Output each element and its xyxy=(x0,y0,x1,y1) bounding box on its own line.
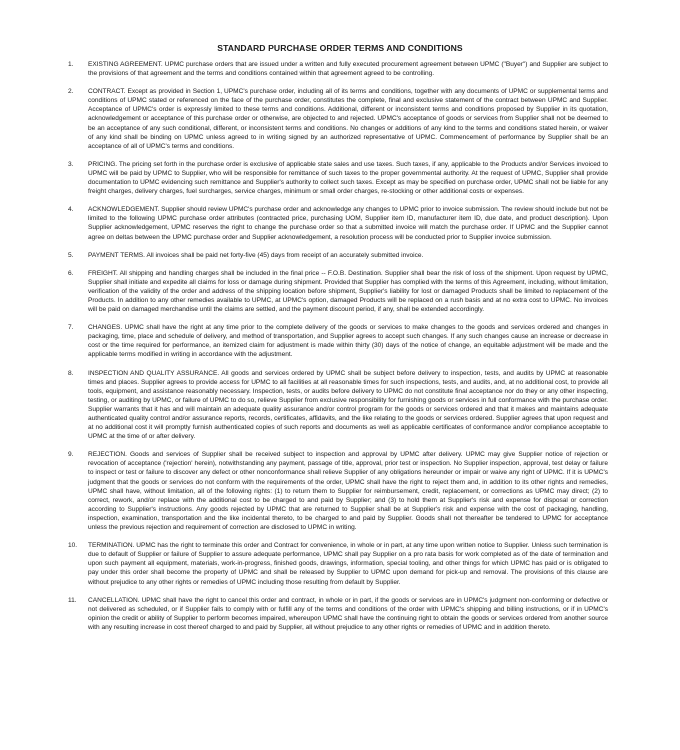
clause-text: EXISTING AGREEMENT. UPMC purchase orders that are issued under a written and fully executed procurement agreement between UPMC ("Buyer") and Supplier are subject to the provisions of that agreement and the terms and conditions contained within that agreement agreed to be controlling. xyxy=(88,61,608,78)
clause-text: TERMINATION. UPMC has the right to terminate this order and Contract for convenience, in whole or in part, at any time upon written notice to Supplier. Unless such termination is due to default of Supplier or failure of Supplier to assure adequate performance, UPMC shall pay Supplier on a pro rata basis for work completed as of the date of termination and upon such payment all equipment, materials, work-in-progress, finished goods, drawings, information, special tooling, and other things for which UPMC has paid or is obligated to pay under this order shall become the property of UPMC and shall be released by Supplier to UPMC upon demand for pick-up and removal. The provisions of this clause are without prejudice to any other rights or remedies of UPMC including those resulting from default by Supplier. xyxy=(88,542,608,586)
clause-text: FREIGHT. All shipping and handling charges shall be included in the final price -- F.O.B. Destination. Supplier shall bear the risk of loss of the shipment. Upon request by UPMC, Supplier shall initiate and expedite all claims for loss or damage during shipment. Provided that Supplier has complied with the terms of this Agreement, including, without limitation, verification of the validity of the order and address of the shipping location before shipment, Supplier's liability for lost or damaged Products shall be limited to replacement of the Products. In addition to any other remedies available to UPMC, at UPMC's option, damaged Products will be replaced on a rush basis and at no extra cost to UPMC. No invoices will be paid on damaged merchandise until the claims are settled, and the payment discount period, if any, shall be extended accordingly. xyxy=(88,269,608,314)
clause-number: 1. xyxy=(68,61,74,68)
clause-number: 9. xyxy=(68,451,74,459)
clause-cancellation xyxy=(68,596,608,632)
clause-pricing xyxy=(68,160,608,196)
clause-rejection xyxy=(68,450,608,532)
clause-existing-agreement xyxy=(68,60,608,78)
clause-text: CANCELLATION. UPMC shall have the right to cancel this order and contract, in whole or in part, if the goods or services are in UPMC's judgment non-conforming or defective or not delivered as scheduled, or if Supplier fails to comply with or fulfill any of the terms and conditions of the order with UPMC's shipping and billing instructions, or if in UPMC's opinion the credit or ability of Supplier to perform becomes impaired, whereupon UPMC shall have the continuing right to obtain the goods or services ordered from another source with any resulting increase in cost thereof charged to and paid by Supplier, all without prejudice to any other rights or remedies of UPMC and in addition thereto. xyxy=(88,596,608,631)
clause-text: CONTRACT. Except as provided in Section 1, UPMC's purchase order, including all of its terms and conditions, together with any documents of UPMC or supplemental terms and conditions of UPMC stated or referenced on the face of the purchase order, constitutes the complete, final and exclusive statement of the contract between UPMC and Supplier. Acceptance of UPMC's order is expressly limited to these terms and conditions. Additional, different or inconsistent terms and conditions proposed by Supplier in its quotation, acknowledgement or acceptance of this purchase order or otherwise, are objected to and rejected. UPMC's acceptance of goods or services from Supplier shall not be deemed to be an acceptance of any such conditional, different, or inconsistent terms and conditions. No changes or additions of any kind to the terms and conditions stated herein, or waiver of any kind shall be binding on UPMC unless agreed to in writing signed by an authorized representative of UPMC. Commencement of performance by Supplier shall be an acceptance of all of UPMC's terms and conditions. xyxy=(88,88,608,150)
clause-acknowledgement xyxy=(68,205,608,241)
clause-text: ACKNOWLEDGEMENT. Supplier should review UPMC's purchase order and acknowledge any changes to UPMC prior to invoice submission. The review should include but not be limited to the following UPMC purchase order attributes (contracted price, purchasing UOM, Supplier item ID, manufacturer item ID, due date, and product description). Upon Supplier acknowledgement, UPMC reserves the right to change the purchase order so that a submitted invoice will match the purchase order. If UPMC and the Supplier cannot agree on deltas between the UPMC purchase order and Supplier acknowledgement, a resolution process will be conducted prior to Supplier invoice submission. xyxy=(88,206,608,241)
clause-text: PAYMENT TERMS. All invoices shall be paid net forty-five (45) days from receipt of an accurately submitted invoice. xyxy=(88,251,424,259)
clause-number: 11. xyxy=(68,596,77,604)
clause-payment-terms xyxy=(68,251,608,260)
document-title: STANDARD PURCHASE ORDER TERMS AND CONDITIONS xyxy=(217,43,463,53)
clause-number: 2. xyxy=(68,88,74,96)
clause-text: REJECTION. Goods and services of Supplier shall be received subject to inspection and approval by UPMC after delivery. UPMC may give Supplier notice of rejection or revocation of acceptance ('rejection' herein), notwithstanding any payment, passage of title, approval, prior test or inspection. No Supplier inspection, approval, test delay or failure to inspect or test or failure to discover any defect or other nonconformance shall relieve Supplier of any obligations hereunder or impair or waive any right of UPMC. If it is UPMC's judgment that the goods or services do not conform with the requirements of the order, UPMC shall have the right to reject them and, in addition to its other rights and remedies, UPMC shall have, without limitation, all of the following rights: (1) to return them to Supplier for reimbursement, credit, replacement, or corrections as UPMC may direct; (2) to correct, rework, and/or replace with the additional cost to be charged to and paid by Supplier; and (3) to hold them at Supplier's risk and expense for disposal or correction according to Supplier's instructions. Any goods rejected by UPMC that are returned to Supplier shall be at Supplier's risk and expense with the cost of packaging, handling, inspection, examination, transportation and the like incidental thereto, to be charged to and paid by Supplier. Goods shall not thereafter be tendered to UPMC for acceptance unless the previous rejection and requirement of correction are disclosed to UPMC in writing. xyxy=(88,451,608,532)
clause-number: 5. xyxy=(68,251,74,259)
clause-list xyxy=(68,60,608,632)
clause-number: 8. xyxy=(68,369,74,377)
clause-number: 4. xyxy=(68,206,74,214)
clause-termination xyxy=(68,541,608,586)
clause-number: 10. xyxy=(68,542,78,550)
clause-text: CHANGES. UPMC shall have the right at any time prior to the complete delivery of the goods or services to make changes to the goods and services ordered and changes in packaging, time, place and schedule of delivery, and method of transportation, and Supplier agrees to accept such changes. If any such changes cause an increase or decrease in cost or the time required for performance, an itemized claim for adjustment is made within thirty (30) days of the notice of change, an equitable adjustment will be made and the applicable terms modified in writing in accordance with the adjustment. xyxy=(88,324,608,359)
clause-freight xyxy=(68,269,608,314)
clause-contract xyxy=(68,87,608,151)
clause-text: INSPECTION AND QUALITY ASSURANCE. All goods and services ordered by UPMC shall be subject before delivery to inspection, tests, and audits by UPMC at reasonable times and places. Supplier agrees to provide access for UPMC to all facilities at all reasonable times for such inspections, tests, and audits, and, at no additional cost, to provide all tools, equipment, and assistance reasonably necessary. Inspection, tests, or audits before delivery to UPMC do not constitute final acceptance nor do they or any other inspecting, testing, or auditing by UPMC, or failure of UPMC to do so, relieve Supplier from exclusive responsibility for furnishing goods or services in full conformance with the purchase order. Supplier warrants that it has and will maintain an adequate quality assurance and/or control program for the goods or services ordered and that it makes and maintains adequate authenticated quality control and/or assurance reports, records, certificates, affidavits, and the like relating to the goods or services ordered. Supplier agrees that upon request and at no additional cost it will promptly furnish authenticated copies of such reports and documents as well as applicable certificates of conformance and/or compliance acceptable to UPMC at the time of or after delivery. xyxy=(88,369,608,441)
clause-changes xyxy=(68,323,608,359)
clause-inspection xyxy=(68,369,608,442)
clause-number: 6. xyxy=(68,269,74,277)
clause-number: 7. xyxy=(68,324,74,332)
clause-number: 3. xyxy=(68,160,74,168)
clause-text: PRICING. The pricing set forth in the purchase order is exclusive of applicable state sales and use taxes. Such taxes, if any, applicable to the Products and/or Services invoiced to UPMC will be paid by UPMC to Supplier, who will be responsible for remittance of such taxes to the proper governmental authority. At the request of UPMC, Supplier shall provide documentation to UPMC evidencing such remittance and Supplier's authority to collect such taxes. Except as may be specified on purchase order, UPMC shall not be liable for any freight charges, delivery charges, fuel surcharges, service charges, minimum or small order charges, re-stocking or other additional costs or expenses. xyxy=(88,160,608,196)
